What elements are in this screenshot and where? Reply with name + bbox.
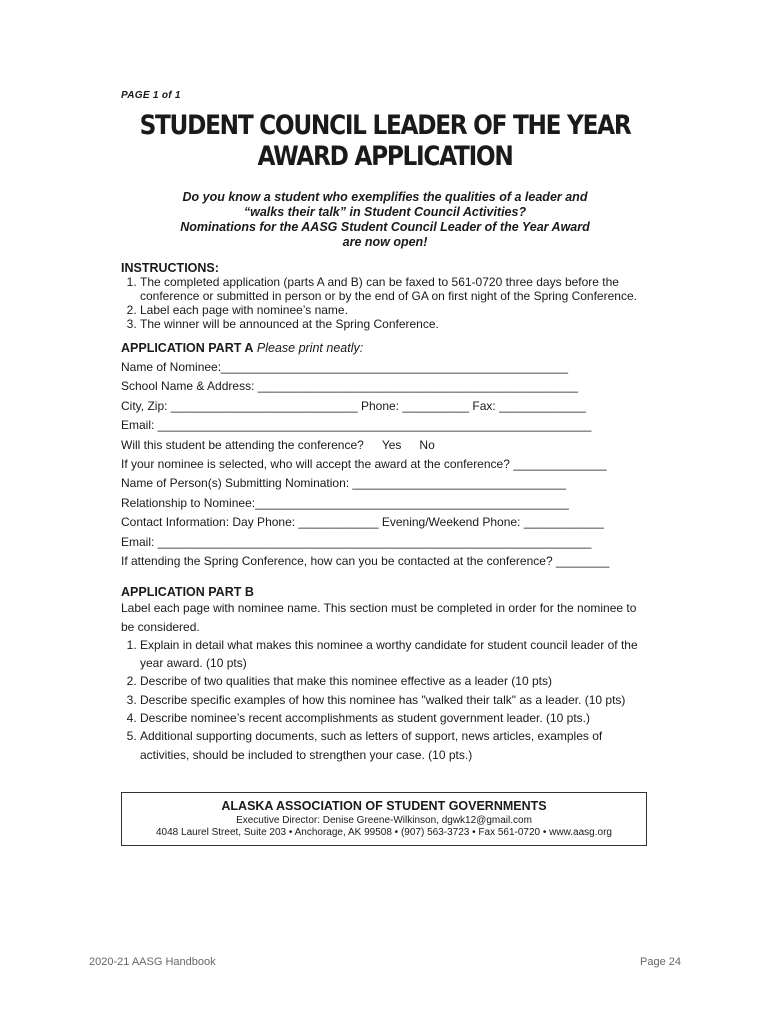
title-line-1: STUDENT COUNCIL LEADER OF THE YEAR <box>139 110 631 141</box>
nominee-name-field[interactable]: Name of Nominee:____________________________________________________ <box>121 360 569 374</box>
part-b-item: 4. Describe nominee’s recent accomplishments as student government leader. (10 pts.) <box>140 709 651 727</box>
organization-address: 4048 Laurel Street, Suite 203 • Anchorage, AK 99508 • (907) 563-3723 • Fax 561-0720 • www.aasg.org <box>156 827 612 838</box>
page-label: PAGE 1 of 1 <box>121 90 181 101</box>
contact-phone-field[interactable]: Contact Information: Day Phone: ____________ Evening/Weekend Phone: ____________ <box>121 515 604 530</box>
relationship-field[interactable]: Relationship to Nominee:_______________________________________________ <box>121 495 569 510</box>
instruction-item: 3. The winner will be announced at the Spring Conference. <box>140 317 651 331</box>
intro-line-2: “walks their talk” in Student Council Activities? <box>243 205 527 219</box>
part-a-heading <box>121 341 651 355</box>
yes-option[interactable]: Yes <box>381 437 402 452</box>
organization-box <box>121 792 647 846</box>
instruction-item: 1. The completed application (parts A and B) can be faxed to 561-0720 three days before the conference or submitted in person or by the end of GA on first night of the Spring Conference. <box>140 275 651 303</box>
executive-director: Executive Director: Denise Greene-Wilkinson, dgwk12@gmail.com <box>236 815 532 826</box>
part-b-item: 2. Describe of two qualities that make this nominee effective as a leader (10 pts) <box>140 672 651 690</box>
email-field-2[interactable]: Email: _________________________________________________________________ <box>121 534 592 549</box>
intro-line-1: Do you know a student who exemplifies the qualities of a leader and <box>182 190 588 204</box>
organization-name: ALASKA ASSOCIATION OF STUDENT GOVERNMENTS <box>221 799 547 813</box>
form-content <box>121 261 651 764</box>
part-b-list <box>121 636 651 764</box>
school-address-field[interactable]: School Name & Address: ________________________________________________ <box>121 379 579 394</box>
intro-line-4: are now open! <box>342 235 428 249</box>
attending-label: Will this student be attending the conference? <box>121 437 364 452</box>
title-line-2: AWARD APPLICATION <box>257 141 513 172</box>
attending-question <box>121 436 651 455</box>
part-b-item: 1. Explain in detail what makes this nominee a worthy candidate for student council leader of the year award. (10 pts) <box>140 636 651 673</box>
submitter-name-field[interactable]: Name of Person(s) Submitting Nomination: ________________________________ <box>121 476 566 491</box>
part-a-title: APPLICATION PART A <box>121 341 254 355</box>
intro-line-3: Nominations for the AASG Student Council Leader of the Year Award <box>180 220 590 234</box>
intro-text <box>0 190 770 250</box>
email-field[interactable]: Email: _________________________________________________________________ <box>121 418 592 433</box>
handbook-label: 2020-21 AASG Handbook <box>89 956 216 968</box>
instructions-list <box>121 275 651 331</box>
page-title <box>54 110 716 172</box>
accept-award-field[interactable]: If your nominee is selected, who will accept the award at the conference? ______________ <box>121 456 607 471</box>
page-number: Page 24 <box>640 956 681 968</box>
part-a-subtitle: Please print neatly: <box>253 341 364 355</box>
conference-contact-field[interactable]: If attending the Spring Conference, how can you be contacted at the conference? ________ <box>121 553 610 568</box>
part-b-heading: APPLICATION PART B <box>121 585 254 600</box>
instructions-heading: INSTRUCTIONS: <box>121 261 219 275</box>
part-b-item: 3. Describe specific examples of how this nominee has "walked their talk" as a leader. (10 pts) <box>140 691 651 709</box>
part-b-item: 5. Additional supporting documents, such as letters of support, news articles, examples of activities, should be included to strengthen your case. (10 pts.) <box>140 727 651 764</box>
city-phone-fax-field[interactable]: City, Zip: ____________________________ Phone: __________ Fax: _____________ <box>121 398 586 413</box>
part-b-text: Label each page with nominee name. This section must be completed in order for the nominee to be considered. <box>121 601 637 634</box>
no-option[interactable]: No <box>419 437 435 452</box>
instruction-item: 2. Label each page with nominee’s name. <box>140 303 651 317</box>
